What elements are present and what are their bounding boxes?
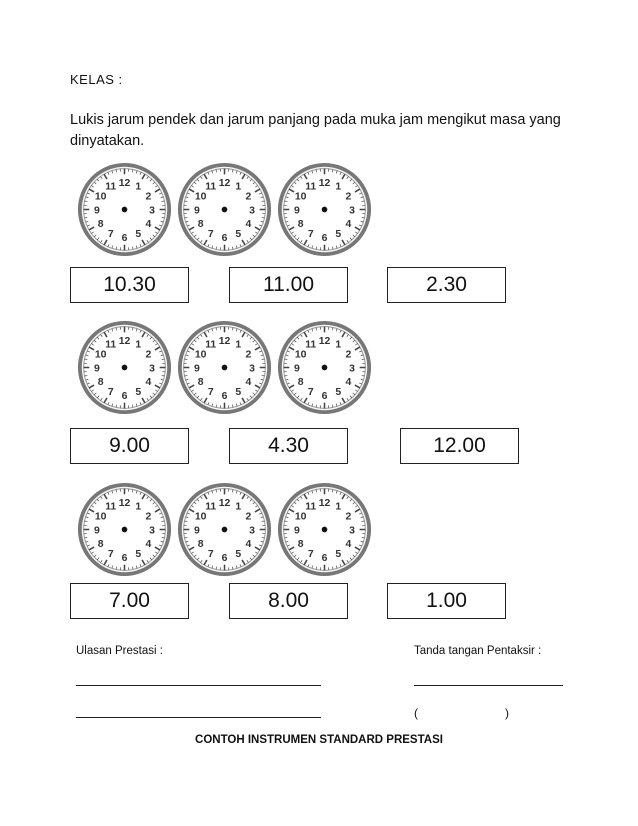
clock-number: 5 (235, 549, 242, 561)
clock-number: 3 (149, 525, 155, 537)
ulasan-line-2[interactable] (76, 717, 321, 718)
clock-number: 8 (297, 377, 304, 389)
clock-number: 7 (107, 229, 114, 241)
clock-number: 5 (235, 387, 242, 399)
clock-number: 11 (205, 181, 217, 193)
clock-number: 11 (205, 501, 217, 513)
clock-number: 2 (245, 349, 252, 361)
clock-number: 8 (297, 219, 304, 231)
clock-number: 12 (318, 497, 331, 509)
time-box: 4.30 (229, 428, 348, 464)
clock-number: 7 (107, 549, 114, 561)
ulasan-line-1[interactable] (76, 685, 321, 686)
clock-svg (177, 320, 272, 415)
clock-number: 4 (145, 377, 152, 389)
clock-number: 9 (194, 205, 200, 217)
clock-number: 3 (249, 363, 255, 375)
clock-number: 7 (307, 387, 314, 399)
clock-number: 6 (121, 232, 128, 244)
clock-number: 3 (149, 205, 155, 217)
clock-number: 1 (235, 501, 242, 513)
clock-svg (277, 320, 372, 415)
clock-number: 9 (94, 363, 100, 375)
clock-number: 5 (335, 549, 342, 561)
clock-number: 2 (145, 349, 152, 361)
clock-number: 3 (249, 525, 255, 537)
clock-face (177, 320, 272, 415)
clock-number: 6 (321, 232, 328, 244)
clock-number: 5 (135, 229, 142, 241)
clock-face (277, 162, 372, 257)
clock-number: 11 (305, 501, 317, 513)
name-paren-open: ( (414, 706, 418, 720)
clock-number: 2 (345, 191, 352, 203)
clock-number: 8 (197, 377, 204, 389)
clock-number: 1 (135, 339, 142, 351)
clock-number: 3 (349, 363, 355, 375)
clock-face (77, 482, 172, 577)
tanda-tangan-label: Tanda tangan Pentaksir : (414, 645, 542, 657)
clock-number: 5 (335, 387, 342, 399)
clock-number: 1 (335, 501, 342, 513)
time-box: 9.00 (70, 428, 189, 464)
clock-number: 11 (305, 339, 317, 351)
clock-number: 6 (221, 390, 228, 402)
clock-number: 1 (135, 501, 142, 513)
footer-title: CONTOH INSTRUMEN STANDARD PRESTASI (195, 734, 443, 746)
clock-number: 12 (218, 497, 231, 509)
clock-center-dot (222, 365, 228, 371)
clock-number: 3 (349, 525, 355, 537)
ulasan-prestasi-label: Ulasan Prestasi : (76, 645, 163, 657)
clock-number: 10 (194, 191, 207, 203)
clock-center-dot (122, 365, 128, 371)
clock-number: 11 (205, 339, 217, 351)
clock-number: 11 (105, 501, 117, 513)
clock-number: 8 (97, 539, 104, 551)
clock-number: 7 (307, 229, 314, 241)
clock-number: 2 (145, 511, 152, 523)
clock-number: 1 (335, 181, 342, 193)
clock-face (77, 320, 172, 415)
clock-number: 9 (294, 525, 300, 537)
clock-number: 2 (245, 511, 252, 523)
clock-number: 10 (94, 191, 107, 203)
clock-number: 12 (218, 177, 231, 189)
clock-number: 6 (121, 390, 128, 402)
clock-number: 10 (94, 349, 107, 361)
clock-number: 3 (149, 363, 155, 375)
clock-face (177, 482, 272, 577)
clock-center-dot (322, 207, 328, 213)
clock-number: 10 (294, 511, 307, 523)
clock-svg (77, 482, 172, 577)
clock-face (77, 162, 172, 257)
signature-line[interactable] (414, 685, 563, 686)
clock-number: 8 (97, 377, 104, 389)
time-box: 1.00 (387, 583, 506, 619)
clock-number: 8 (297, 539, 304, 551)
clock-number: 2 (345, 349, 352, 361)
clock-number: 1 (335, 339, 342, 351)
clock-number: 10 (194, 511, 207, 523)
clock-number: 9 (294, 363, 300, 375)
clock-number: 9 (94, 525, 100, 537)
clock-face (277, 482, 372, 577)
clock-svg (277, 482, 372, 577)
clock-number: 12 (318, 177, 331, 189)
clock-center-dot (322, 365, 328, 371)
clock-number: 7 (207, 549, 214, 561)
clock-number: 7 (107, 387, 114, 399)
clock-number: 5 (135, 549, 142, 561)
time-box: 10.30 (70, 267, 189, 303)
clock-number: 3 (249, 205, 255, 217)
clock-number: 2 (345, 511, 352, 523)
clock-number: 8 (197, 219, 204, 231)
clock-number: 12 (318, 335, 331, 347)
clock-number: 5 (135, 387, 142, 399)
clock-number: 6 (221, 232, 228, 244)
clock-number: 4 (145, 539, 152, 551)
clock-number: 7 (207, 387, 214, 399)
clock-number: 1 (235, 339, 242, 351)
clock-number: 11 (105, 339, 117, 351)
clock-number: 5 (335, 229, 342, 241)
clock-center-dot (322, 527, 328, 533)
clock-svg (77, 320, 172, 415)
clock-number: 5 (235, 229, 242, 241)
name-paren-close: ) (505, 706, 509, 720)
kelas-label: KELAS : (70, 72, 123, 87)
clock-number: 7 (207, 229, 214, 241)
clock-number: 2 (245, 191, 252, 203)
clock-number: 10 (94, 511, 107, 523)
clock-number: 4 (245, 377, 252, 389)
clock-number: 4 (245, 219, 252, 231)
clock-number: 1 (235, 181, 242, 193)
clock-svg (177, 162, 272, 257)
clock-number: 8 (197, 539, 204, 551)
clock-svg (77, 162, 172, 257)
instruction-text: Lukis jarum pendek dan jarum panjang pada muka jam mengikut masa yang dinyatakan. (70, 112, 561, 149)
time-box: 12.00 (400, 428, 519, 464)
clock-number: 4 (345, 539, 352, 551)
clock-face (277, 320, 372, 415)
clock-number: 10 (294, 191, 307, 203)
clock-number: 1 (135, 181, 142, 193)
clock-number: 2 (145, 191, 152, 203)
clock-number: 6 (221, 552, 228, 564)
clock-number: 4 (145, 219, 152, 231)
clock-number: 9 (194, 525, 200, 537)
clock-center-dot (122, 207, 128, 213)
clock-face (177, 162, 272, 257)
clock-center-dot (122, 527, 128, 533)
clock-number: 8 (97, 219, 104, 231)
clock-number: 10 (194, 349, 207, 361)
clock-center-dot (222, 527, 228, 533)
clock-number: 9 (294, 205, 300, 217)
clock-number: 9 (94, 205, 100, 217)
clock-number: 4 (345, 219, 352, 231)
clock-svg (277, 162, 372, 257)
clock-number: 12 (118, 497, 131, 509)
time-box: 8.00 (229, 583, 348, 619)
clock-number: 10 (294, 349, 307, 361)
clock-number: 6 (121, 552, 128, 564)
clock-number: 9 (194, 363, 200, 375)
clock-number: 12 (218, 335, 231, 347)
clock-number: 11 (305, 181, 317, 193)
clock-center-dot (222, 207, 228, 213)
time-box: 7.00 (70, 583, 189, 619)
time-box: 11.00 (229, 267, 348, 303)
clock-svg (177, 482, 272, 577)
clock-number: 7 (307, 549, 314, 561)
clock-number: 11 (105, 181, 117, 193)
clock-number: 4 (345, 377, 352, 389)
clock-number: 12 (118, 335, 131, 347)
clock-number: 6 (321, 552, 328, 564)
clock-number: 3 (349, 205, 355, 217)
clock-number: 6 (321, 390, 328, 402)
clock-number: 4 (245, 539, 252, 551)
clock-number: 12 (118, 177, 131, 189)
time-box: 2.30 (387, 267, 506, 303)
